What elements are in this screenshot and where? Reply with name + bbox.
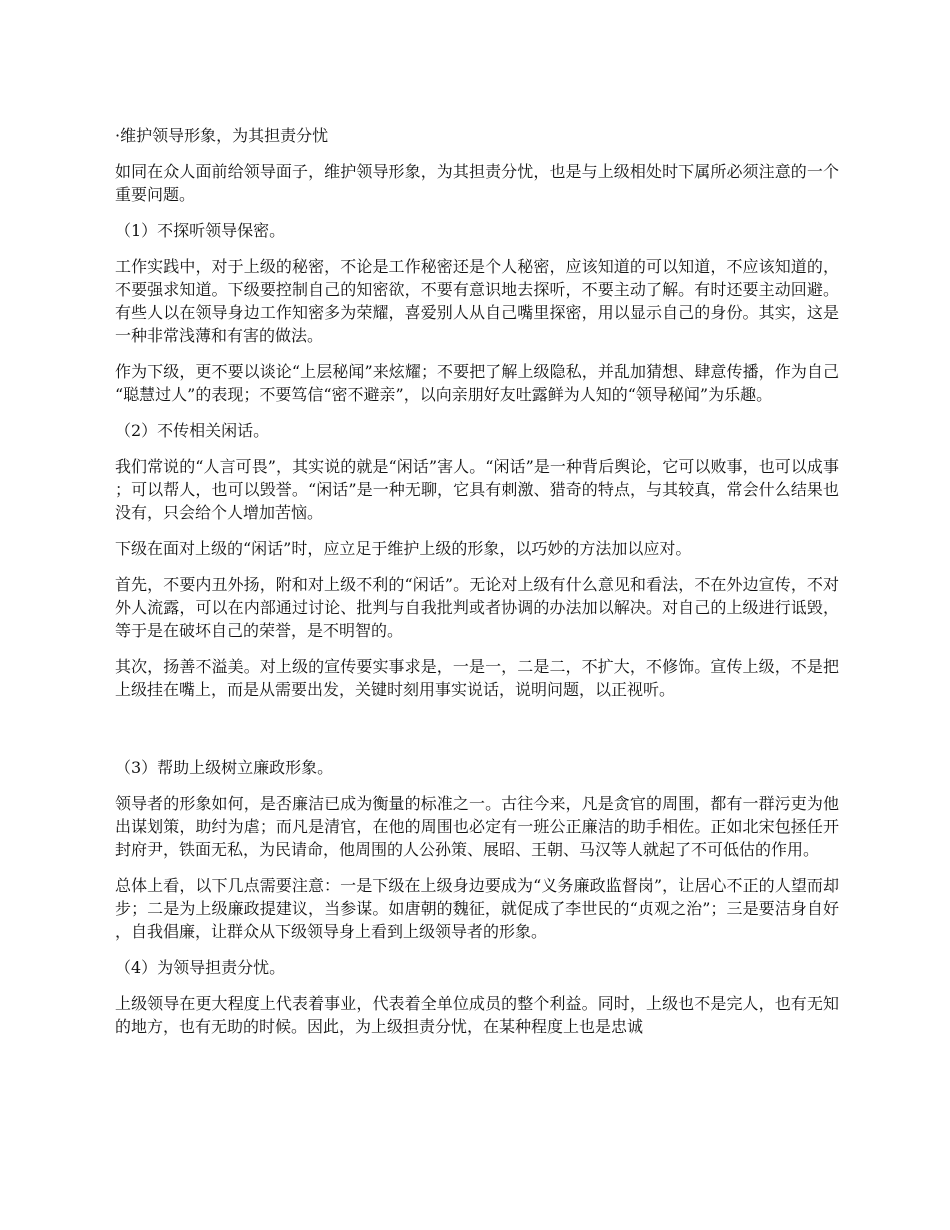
paragraph: 其次，扬善不溢美。对上级的宣传要实事求是，一是一，二是二，不扩大，不修饰。宣传上级，不是把上级挂在嘴上，而是从需要出发，关键时刻用事实说话，说明问题，以正视听。 xyxy=(115,657,839,699)
paragraph: 工作实践中，对于上级的秘密，不论是工作秘密还是个人秘密，应该知道的可以知道，不应该知道的，不要强求知道。下级要控制自己的知密欲，不要有意识地去探听，不要主动了解。有时还要主动回避。有些人以在领导身边工作知密多为荣耀，喜爱别人从自己嘴里探密，用以显示自己的身份。其实，这是一种非常浅薄和有害的做法。 xyxy=(115,257,839,345)
paragraph: 我们常说的“人言可畏”，其实说的就是“闲话”害人。“闲话”是一种背后舆论，它可以败事，也可以成事；可以帮人，也可以毁誉。“闲话”是一种无聊，它具有刺激、猎奇的特点，与其较真，常会什么结果也没有，只会给个人增加苦恼。 xyxy=(115,457,839,522)
paragraph: 总体上看，以下几点需要注意：一是下级在上级身边要成为“义务廉政监督岗”，让居心不正的人望而却步；二是为上级廉政提建议，当参谋。如唐朝的魏征，就促成了李世民的“贞观之治”；三是要洁身自好，自我倡廉，让群众从下级领导身上看到上级领导者的形象。 xyxy=(115,876,839,941)
paragraph: 下级在面对上级的“闲话”时，应立足于维护上级的形象，以巧妙的方法加以应对。 xyxy=(115,539,692,558)
intro-paragraph: 如同在众人面前给领导面子，维护领导形象，为其担责分忧，也是与上级相处时下属所必须注意的一个重要问题。 xyxy=(115,162,839,204)
paragraph: 领导者的形象如何，是否廉洁已成为衡量的标准之一。古往今来，凡是贪官的周围，都有一群污吏为他出谋划策，助纣为虐；而凡是清官，在他的周围也必定有一班公正廉洁的助手相佐。正如北宋包拯任开封府尹，铁面无私，为民请命，他周围的人公孙策、展昭、王朝、马汉等人就起了不可低估的作用。 xyxy=(115,794,839,859)
paragraph: 作为下级，更不要以谈论“上层秘闻”来炫耀；不要把了解上级隐私，并乱加猜想、肆意传播，作为自己“聪慧过人”的表现；不要笃信“密不避亲”，以向亲朋好友吐露鲜为人知的“领导秘闻”为乐趣。 xyxy=(115,362,839,404)
section-heading-2: （2）不传相关闲话。 xyxy=(115,421,270,440)
paragraph: 首先，不要内丑外扬，附和对上级不利的“闲话”。无论对上级有什么意见和看法，不在外边宣传，不对外人流露，可以在内部通过讨论、批判与自我批判或者协调的办法加以解决。对自己的上级进行诋毁，等于是在破坏自己的荣誉，是不明智的。 xyxy=(115,575,839,640)
document-title: ·维护领导形象，为其担责分忧 xyxy=(115,126,329,145)
paragraph: 上级领导在更大程度上代表着事业，代表着全单位成员的整个利益。同时，上级也不是完人，也有无知的地方，也有无助的时候。因此，为上级担责分忧，在某种程度上也是忠诚 xyxy=(115,994,839,1036)
section-heading-1: （1）不探听领导保密。 xyxy=(115,221,286,240)
blank-gap xyxy=(115,714,839,756)
document-body xyxy=(115,124,839,1051)
section-heading-3: （3）帮助上级树立廉政形象。 xyxy=(115,758,334,777)
section-heading-4: （4）为领导担责分忧。 xyxy=(115,958,286,977)
